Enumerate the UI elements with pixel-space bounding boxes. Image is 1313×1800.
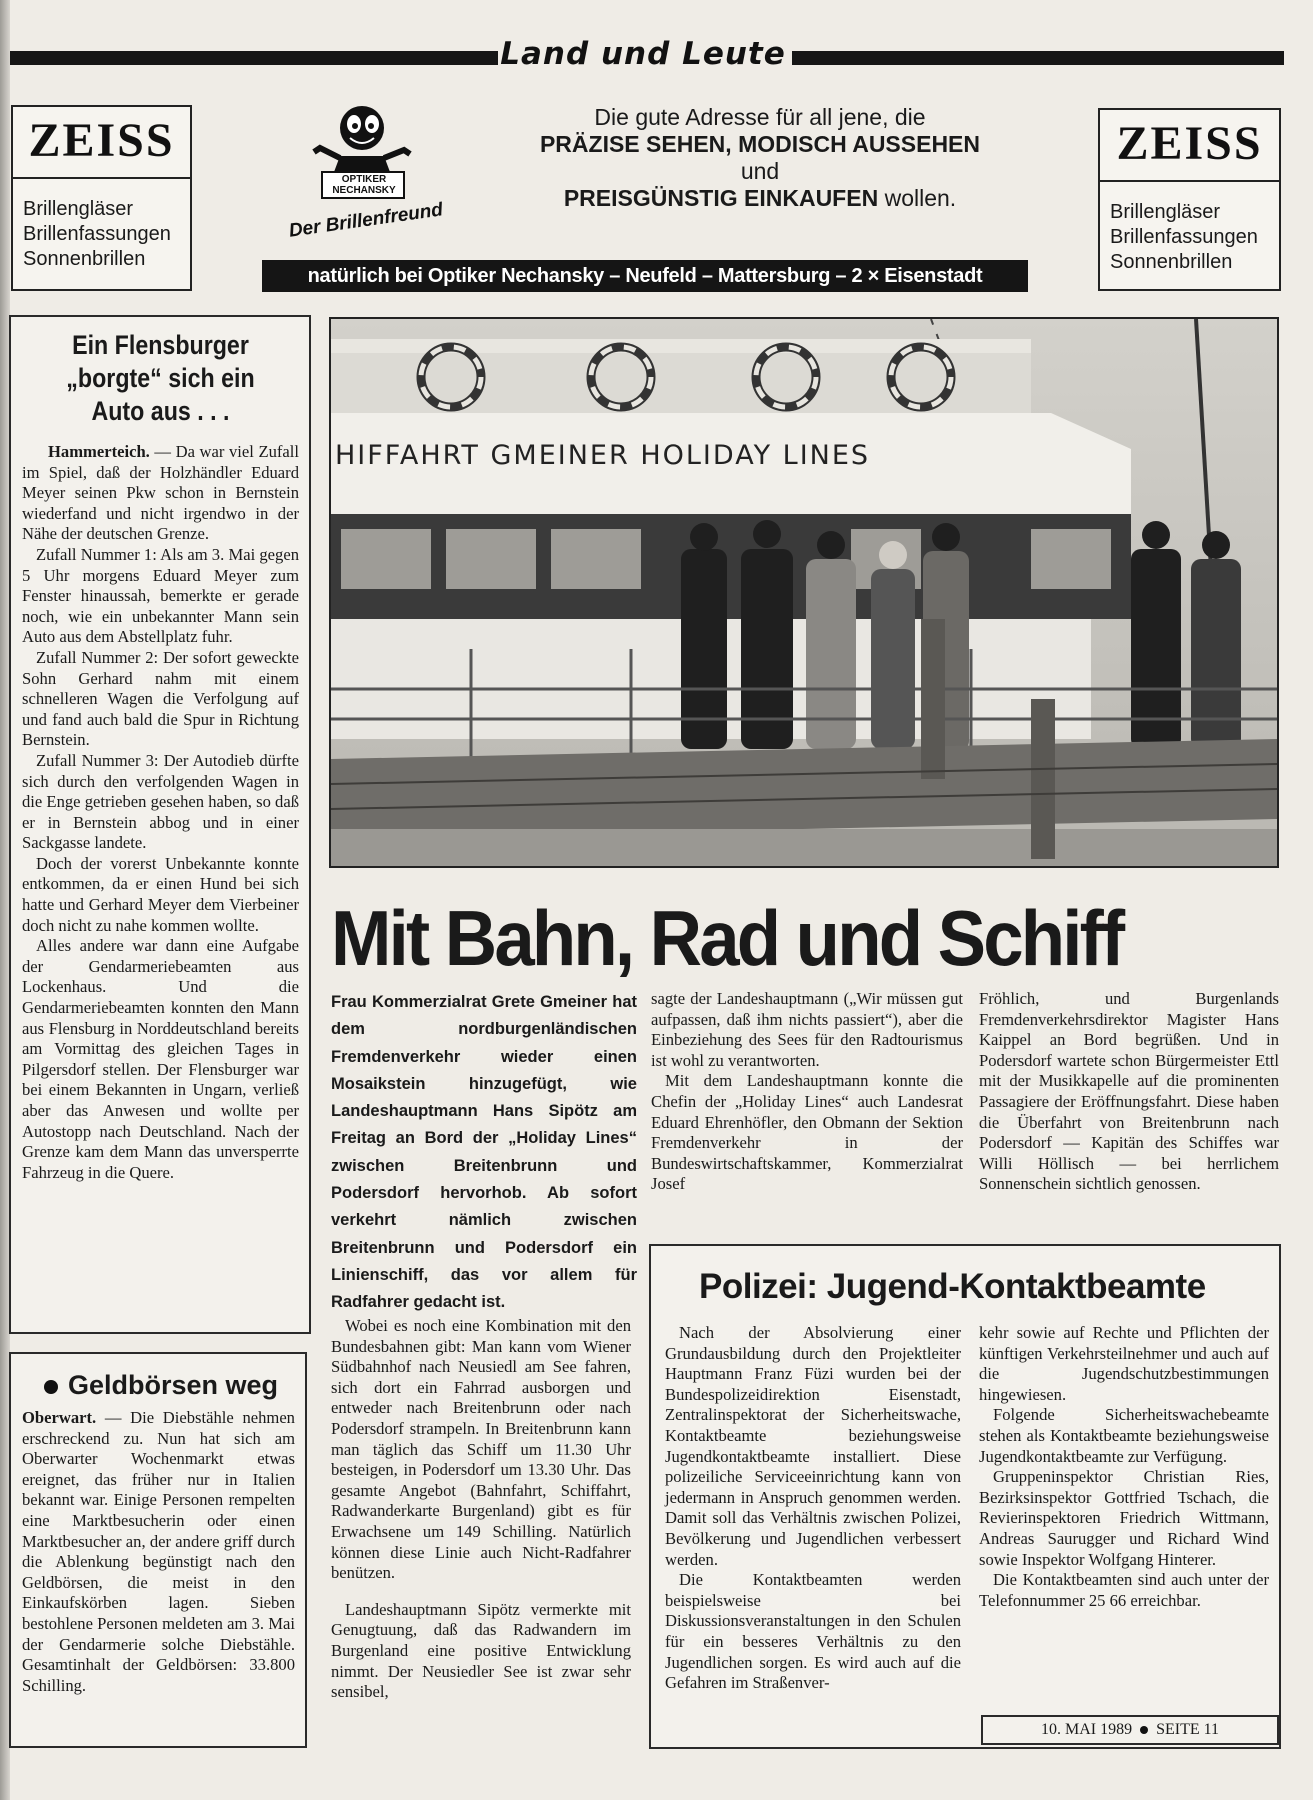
- flensburg-body: [22, 442, 299, 1183]
- paragraph: Die Kontaktbeamten werden beispielsweise bei Diskussionsveranstaltungen in den Schulen für ein besseres Verhältnis zu den Jugendlichen sorgen. Es wird auch auf die Gefahren im Straßenver-: [665, 1570, 961, 1693]
- main-col2: [651, 989, 963, 1195]
- paragraph: kehr sowie auf Rechte und Pflichten der künftigen Verkehrsteilnehmer und auch auf die Jugendschutzbestimmungen hingewiesen.: [979, 1323, 1269, 1404]
- paragraph: Nach der Absolvierung einer Grundausbildung durch den Projektleiter Hauptmann Franz Füzi wurden bei der Bundespolizeidirektion Eisenstadt, Zentralinspektorat der Sicherheitswache, Kontaktbeamte beziehungsweise Jugendkontaktbeamte installiert. Diese polizeiliche Serviceeinrichtung kann von jedermann in Anspruch genommen werden. Damit soll das Verhältnis zwischen Polizei, Bevölkerung und Jugendlichen verbessert werden.: [665, 1323, 961, 1569]
- ad-headline-line1: Die gute Adresse für all jene, die: [594, 104, 926, 130]
- polizei-headline: Polizei: Jugend-Kontaktbeamte: [699, 1267, 1206, 1306]
- product-line: Brillenfassungen: [1110, 226, 1258, 248]
- main-headline: Mit Bahn, Rad und Schiff: [331, 894, 1123, 982]
- bullet-icon: [44, 1380, 58, 1394]
- headline-line: Auto aus . . .: [91, 396, 230, 426]
- product-line: Sonnenbrillen: [1110, 251, 1233, 273]
- page-dateline: [981, 1715, 1279, 1745]
- ad-headline-line4-bold: PREISGÜNSTIG EINKAUFEN: [563, 185, 879, 211]
- product-line: Brillenfassungen: [23, 223, 171, 245]
- paragraph: Folgende Sicherheitswachebeamte stehen als Kontaktbeamte beziehungsweise Jugendkontaktbeamte zur Verfügung.: [979, 1405, 1269, 1466]
- page-number: SEITE 11: [1156, 1721, 1220, 1738]
- headline-line: „borgte“ sich ein: [66, 363, 255, 393]
- ship-lettering: HIFFAHRT GMEINER HOLIDAY LINES: [335, 440, 871, 471]
- optiker-mascot: [280, 98, 450, 258]
- paragraph: Zufall Nummer 3: Der Autodieb dürfte sich durch den verfolgenden Wagen in die Enge getrieben gesehen haben, so daß er in Bernstein abbog und in einer Sackgasse landete.: [22, 750, 299, 853]
- paragraph: — Da war viel Zufall im Spiel, daß der Holzhändler Eduard Meyer seinen Pkw schon in Bernstein wiederfand und nicht irgendwo in der Nähe der deutschen Grenze.: [22, 442, 299, 544]
- geldboersen-dateline: Oberwart.: [22, 1408, 97, 1427]
- article-polizei: [649, 1244, 1281, 1749]
- issue-date: 10. MAI 1989: [1040, 1721, 1133, 1738]
- headline-line: Ein Flensburger: [72, 330, 249, 360]
- geldboersen-body: [22, 1408, 295, 1696]
- header-rule-right: [792, 51, 1284, 65]
- zeiss-logo: ZEISS: [1100, 116, 1279, 182]
- main-col3: [979, 989, 1279, 1195]
- mascot-badge-line1: OPTIKER: [341, 174, 387, 185]
- ad-headline: [470, 104, 1050, 212]
- zeiss-ad-right: [1098, 108, 1281, 291]
- paragraph: — Die Diebstähle nehmen erschreckend zu. Nun hat sich am Oberwarter Wochenmarkt etwas ereignet, das früher nur in Italien bekannt war. Einige Personen rempelten eine Marktbesucherin oder einen Marktbesucher an, der andere griff durch die Ablenkung begünstigt nach den Geldbörsen, die meist in den Einkaufskörben lagen. Sieben bestohlene Personen meldeten am 3. Mai der Gendarmerie solche Diebstähle. Gesamtinhalt der Geldbörsen: 33.800 Schilling.: [22, 1408, 295, 1695]
- geldboersen-headline: [22, 1368, 295, 1402]
- paragraph: Wobei es noch eine Kombination mit den Bundesbahnen gibt: Man kann vom Wiener Südbahnhof nach Neusiedl am See fahren, sich dort ein Fahrrad ausborgen und entweder nach Breitenbrunn oder nach Podersdorf strampeln. In Breitenbrunn kann man täglich das Schiff um 11.30 Uhr besteigen, in Podersdorf um 13.30 Uhr. Das gesamte Angebot (Bahnfahrt, Schiffahrt, Radwanderkarte Burgenland) gibt es für Erwachsene um 149 Schilling. Natürlich können diese Linie auch Nicht-Radfahrer benützen.: [331, 1316, 631, 1583]
- article-geldboersen: [9, 1352, 307, 1748]
- flensburg-dateline: Hammerteich.: [48, 442, 150, 461]
- paragraph: Alles andere war dann eine Aufgabe der Gendarmeriebeamten aus Lockenhaus. Und die Gendarmeriebeamten konnten den Mann aus Flensburg in Norddeutschland bereits am Vormittag des gleichen Tages in Pilgersdorf stellen. Der Flensburger war bei einem Bekannten in Ungarn, verließ aber das Anwesen und wollte per Autostopp nach Deutschland. Nach der Grenze kam dem Mann das unversperrte Fahrzeug in die Quere.: [22, 936, 299, 1182]
- ad-headline-line4: [470, 185, 1050, 212]
- ad-headline-line3: und: [740, 158, 780, 184]
- ship-photo-illustration: [331, 319, 1277, 866]
- article-flensburg: [9, 315, 311, 1334]
- product-line: Sonnenbrillen: [23, 248, 146, 270]
- paragraph: Doch der vorerst Unbekannte konnte entkommen, da er einen Hund bei sich hatte und Gerhard Meyer dem Vierbeiner doch nicht zu nahe kommen wollte.: [22, 853, 299, 935]
- paragraph: Gruppeninspektor Christian Ries, Bezirksinspektor Gottfried Tschach, die Revierinspektoren Friedrich Wittmann, Andreas Saurugger und Richard Wind sowie Inspektor Wolfgang Hinterer.: [979, 1467, 1269, 1569]
- product-line: Brillengläser: [1110, 201, 1221, 223]
- ad-address-bar: natürlich bei Optiker Nechansky – Neufeld – Mattersburg – 2 × Eisenstadt: [262, 260, 1028, 292]
- paragraph: Zufall Nummer 1: Als am 3. Mai gegen 5 Uhr morgens Eduard Meyer zum Fenster hinaussah, bemerkte er gerade noch, wie ein unbekannter Mann sein Auto aus dem Abstellplatz fuhr.: [22, 544, 299, 647]
- main-col1: [331, 1316, 631, 1703]
- paragraph: sagte der Landeshauptmann („Wir müssen gut aufpassen, daß ihm nichts passiert“), aber die Einbeziehung des Sees für den Radtourismus ist wohl zu verantworten.: [651, 989, 963, 1070]
- mascot-badge-line2: NECHANSKY: [332, 185, 396, 196]
- mascot-arc-text: Der Brillenfreund: [287, 199, 445, 242]
- paragraph: Die Kontaktbeamten sind auch unter der Telefonnummer 25 66 erreichbar.: [979, 1570, 1269, 1610]
- ad-headline-line2: PRÄZISE SEHEN, MODISCH AUSSEHEN: [539, 131, 981, 157]
- headline-text: Geldbörsen weg: [68, 1370, 279, 1400]
- zeiss-logo: ZEISS: [13, 113, 190, 179]
- main-lead: Frau Kommerzialrat Grete Gmeiner hat dem nordburgenländischen Fremdenverkehr wieder einen Mosaikstein hinzugefügt, wie Landeshauptmann Hans Sipötz am Freitag an Bord der „Holiday Lines“ zwischen Breitenbrunn und Podersdorf hervorhob. Ab sofort verkehrt nämlich zwischen Breitenbrunn und Podersdorf ein Linienschiff, das vor allem für Radfahrer gedacht ist.: [331, 993, 637, 1312]
- polizei-col1: [665, 1323, 961, 1694]
- bullet-icon: [1140, 1726, 1148, 1734]
- paragraph: Mit dem Landeshauptmann konnte die Chefin der „Holiday Lines“ auch Landesrat Eduard Ehrenhöfler, den Obmann der Sektion Fremdenverkehr in der Bundeswirtschaftskammer, Kommerzialrat Josef: [651, 1071, 963, 1194]
- header-rule-left: [10, 51, 500, 65]
- section-title: Land und Leute: [498, 36, 788, 80]
- paragraph: Landeshauptmann Sipötz vermerkte mit Genugtuung, daß das Radwandern im Burgenland eine positive Entwicklung nimmt. Der Neusiedler See ist zwar sehr sensibel,: [331, 1599, 631, 1702]
- product-line: Brillengläser: [23, 198, 134, 220]
- ad-headline-line4-rest: wollen.: [878, 185, 957, 211]
- polizei-col2: [979, 1323, 1269, 1611]
- flensburg-headline: [41, 329, 279, 428]
- paragraph: Fröhlich, und Burgenlands Fremdenverkehrsdirektor Magister Hans Kaippel an Bord begrüßen. Und in Podersdorf wartete schon Bürgermeister Ettl mit der Musikkapelle auf die prominenten Passagiere der Eröffnungsfahrt. Diese haben die Überfahrt von Breitenbrunn nach Podersdorf — Kapitän des Schiffes war Willi Höllisch — bei herrlichem Sonnenschein sichtlich genossen.: [979, 989, 1279, 1194]
- paragraph: Zufall Nummer 2: Der sofort geweckte Sohn Gerhard nahm mit einem schnelleren Wagen die Verfolgung auf und fand auch bald die Spur in Richtung Bernstein.: [22, 647, 299, 750]
- zeiss-ad-left: [11, 105, 192, 291]
- news-photo-ship: [329, 317, 1279, 868]
